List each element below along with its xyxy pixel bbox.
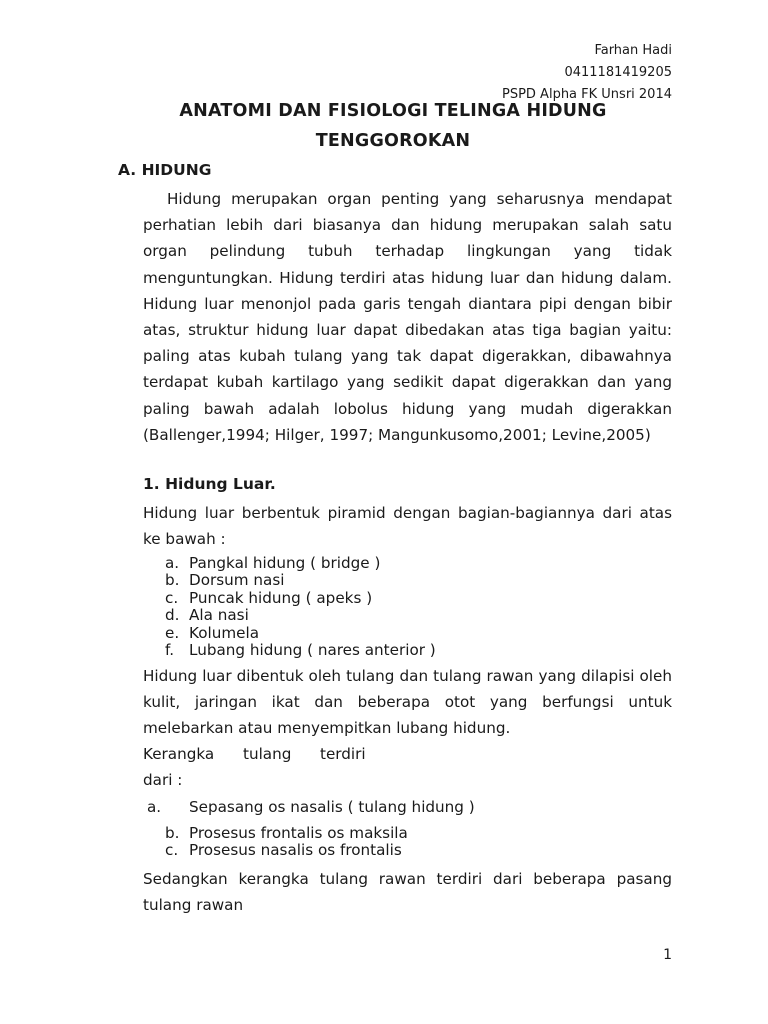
list-item: a. Pangkal hidung ( bridge ) xyxy=(165,554,381,572)
frame-word-2: tulang xyxy=(243,745,292,763)
list-item: f. Lubang hidung ( nares anterior ) xyxy=(165,641,436,660)
author-block xyxy=(372,42,672,102)
list-item: d. Ala nasi xyxy=(165,606,249,625)
document-title-line2: TENGGOROKAN xyxy=(315,131,471,151)
bone-list xyxy=(165,825,408,860)
section-heading-hidung: A. HIDUNG xyxy=(118,161,212,179)
paragraph-cartilage: Sedangkan kerangka tulang rawan terdiri dari beberapa pasang tulang rawan xyxy=(143,870,672,915)
list-item: c. Prosesus nasalis os frontalis xyxy=(165,841,402,860)
student-id: 0411181419205 xyxy=(564,65,672,80)
list-item: e. Kolumela xyxy=(165,623,260,642)
frame-word-1: Kerangka xyxy=(143,745,215,763)
affiliation: PSPD Alpha FK Unsri 2014 xyxy=(501,87,672,102)
frame-line-2: dari : xyxy=(143,771,183,789)
page-number: 1 xyxy=(663,947,672,963)
list-item: c. Puncak hidung ( apeks ) xyxy=(165,588,373,607)
paragraph-hidung-intro: Hidung merupakan organ penting yang seharusnya mendapat perhatian lebih dari biasanya dan hidung merupakan salah satu organ pelindung tubuh terhadap lingkungan yang tidak menguntungkan. Hidung terdiri atas hidung luar dan hidung dalam. Hidung luar menonjol pada garis tengah diantara pipi dengan bibir atas, struktur hidung luar dapat dibedakan atas tiga bagian yaitu: paling atas kubah tulang yang tak dapat digerakkan, dibawahnya terdapat kubah kartilago yang sedikit dapat digerakkan dan yang paling bawah adalah lobolus hidung yang mudah digerakkan (Ballenger,1994; Hilger, 1997; Mangunkusomo,2001; Levine,2005) xyxy=(143,190,672,444)
subsection-heading-hidung-luar: 1. Hidung Luar. xyxy=(143,475,276,493)
list-item: b. Dorsum nasi xyxy=(165,571,285,590)
list-item: b. Prosesus frontalis os maksila xyxy=(165,824,408,842)
paragraph-hidung-luar-structure: Hidung luar dibentuk oleh tulang dan tulang rawan yang dilapisi oleh kulit, jaringan ikat dan beberapa otot yang berfungsi untuk melebarkan atau menyempitkan lubang hidung. xyxy=(143,667,672,738)
paragraph-hidung-luar-intro: Hidung luar berbentuk piramid dengan bagian-bagiannya dari atas ke bawah : xyxy=(143,504,672,549)
bone-item-a-text: Sepasang os nasalis ( tulang hidung ) xyxy=(189,798,475,816)
nose-parts-list xyxy=(165,555,436,659)
bone-item-a-label: a. xyxy=(147,798,162,816)
frame-word-3: terdiri xyxy=(320,745,366,763)
author-name: Farhan Hadi xyxy=(594,43,672,58)
document-title-line1: ANATOMI DAN FISIOLOGI TELINGA HIDUNG xyxy=(179,101,607,121)
